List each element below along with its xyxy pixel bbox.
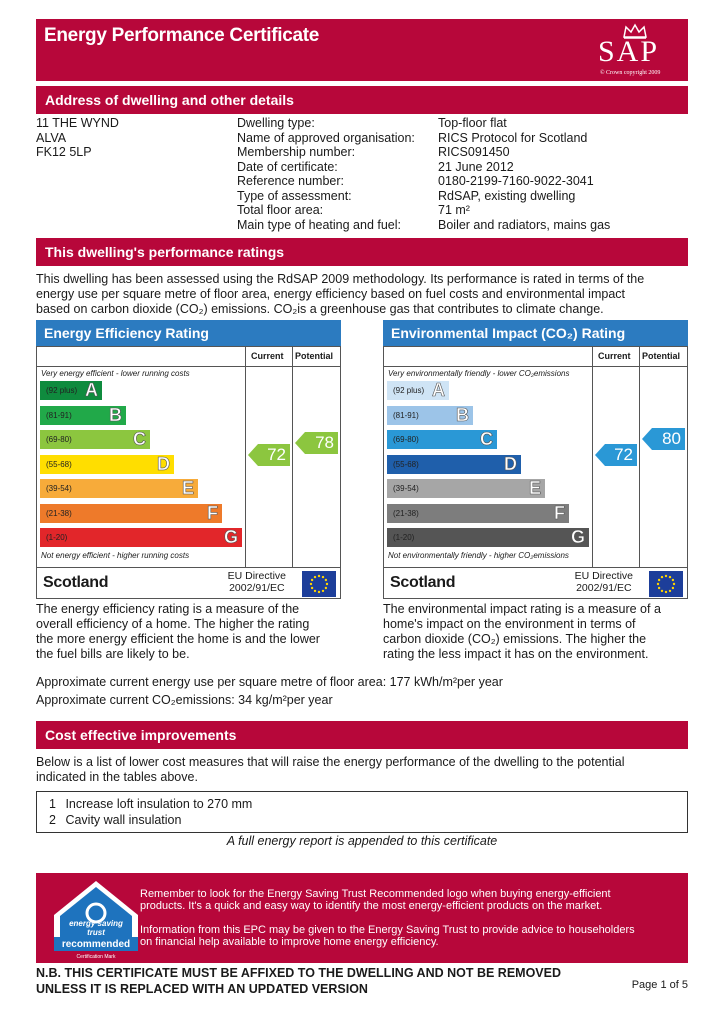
detail-value: Top-floor flat	[438, 116, 507, 130]
notice-line: UNLESS IT IS REPLACED WITH AN UPDATED VERSION	[36, 981, 368, 996]
current-rating-value: 72	[258, 444, 290, 466]
description-line: overall efficiency of a home. The higher the rating	[36, 617, 310, 631]
logo-small-text: Certification Mark	[76, 954, 116, 960]
detail-label: Total floor area:	[237, 203, 324, 217]
list-item	[49, 796, 252, 812]
logo-line: energy saving trust	[69, 919, 123, 937]
est-line: products. It's a quick and easy way to identify the most energy-efficient products on the market.	[140, 900, 603, 912]
current-rating-arrow	[248, 444, 290, 466]
detail-label: Main type of heating and fuel:	[237, 217, 402, 232]
est-paragraph	[140, 888, 680, 912]
rating-band-f	[387, 504, 569, 523]
list-item	[49, 812, 181, 828]
rating-band-b	[387, 406, 473, 425]
eu-directive	[575, 570, 633, 594]
arrow-tip	[642, 428, 652, 450]
approx-energy-use: Approximate current energy use per square metre of floor area: 177 kWh/m²per year	[36, 675, 503, 689]
rating-band-f	[40, 504, 222, 523]
cost-intro	[36, 755, 625, 785]
affix-notice	[36, 966, 561, 997]
appendix-note: A full energy report is appended to this certificate	[226, 834, 498, 848]
est-paragraph	[140, 924, 680, 948]
band-range: (92 plus)	[46, 386, 78, 395]
environmental-impact-description	[383, 602, 688, 662]
certificate-title: Energy Performance Certificate	[44, 25, 320, 46]
current-column-header: Current	[251, 351, 284, 361]
detail-value: RICS Protocol for Scotland	[438, 130, 588, 145]
cost-section-header	[36, 721, 688, 749]
band-letter: A	[85, 380, 98, 400]
rating-band-g	[387, 528, 589, 547]
address-line: ALVA	[36, 130, 67, 145]
country-label: Scotland	[43, 574, 109, 591]
description-line: the fuel bills are likely to be.	[36, 647, 190, 661]
performance-section-header	[36, 238, 688, 266]
band-letter: G	[223, 527, 238, 547]
potential-rating-value: 78	[305, 432, 338, 454]
potential-column-header: Potential	[295, 351, 334, 361]
description-line: the more energy efficient the home is and the lower	[36, 632, 320, 646]
item-number: 2	[49, 813, 56, 827]
performance-intro	[36, 272, 688, 317]
band-letter: E	[528, 478, 541, 498]
est-line: on financial help available to improve home energy efficiency.	[140, 936, 439, 948]
est-line: Information from this EPC may be given to the Energy Saving Trust to provide advice to householders	[140, 924, 635, 936]
band-letter: B	[109, 404, 122, 425]
description-line: home's impact on the environment in terms of	[383, 617, 636, 631]
band-letter: D	[504, 453, 517, 474]
logo-line: recommended	[61, 939, 131, 950]
detail-label: Membership number:	[237, 145, 356, 159]
detail-label: Type of assessment:	[237, 188, 352, 203]
description-line: The environmental impact rating is a measure of a	[383, 602, 661, 616]
header-divider	[37, 366, 340, 367]
detail-value: 0180-2199-7160-9022-3041	[438, 174, 594, 188]
band-letter: E	[181, 478, 194, 498]
address-line: FK12 5LP	[36, 145, 92, 159]
page-number: Page 1 of 5	[631, 979, 688, 991]
band-range: (55-68)	[393, 459, 419, 469]
arrow-tip	[595, 444, 605, 466]
arrow-tip	[248, 444, 258, 466]
environmental-impact-title: Environmental Impact (CO₂) Rating	[383, 320, 688, 346]
address-line: 11 THE WYND	[36, 116, 119, 130]
detail-value: RICS091450	[438, 145, 510, 159]
column-divider	[292, 347, 293, 567]
est-line: Remember to look for the Energy Saving Trust Recommended logo when buying energy-efficient	[140, 888, 611, 900]
band-range: (81-91)	[393, 410, 419, 420]
current-column-header: Current	[598, 351, 631, 361]
band-letter: G	[570, 527, 585, 547]
detail-label: Name of approved organisation:	[237, 130, 415, 145]
intro-line: Below is a list of lower cost measures that will raise the energy performance of the dwelling to the potential	[36, 755, 625, 769]
eu-directive-line: 2002/91/EC	[229, 582, 285, 594]
cost-section-title: Cost effective improvements	[45, 727, 237, 743]
band-letter: C	[133, 429, 146, 449]
band-letter: A	[432, 380, 445, 400]
description-line: carbon dioxide (CO₂) emissions. The higher the	[383, 632, 647, 646]
current-rating-arrow	[595, 444, 637, 466]
band-range: (1-20)	[46, 533, 68, 542]
column-divider	[245, 347, 246, 567]
energy-efficiency-description	[36, 602, 346, 662]
country-label: Scotland	[390, 574, 456, 591]
eu-directive	[228, 570, 286, 594]
energy-efficiency-title: Energy Efficiency Rating	[36, 320, 341, 346]
band-letter: F	[554, 502, 565, 523]
rating-band-d	[40, 455, 174, 474]
column-divider	[592, 347, 593, 567]
eu-directive-line: EU Directive	[227, 570, 286, 582]
column-divider	[639, 347, 640, 567]
band-letter: F	[207, 502, 218, 523]
band-range: (21-38)	[393, 508, 419, 518]
rating-band-d	[387, 455, 521, 474]
description-line: rating the less impact it has on the environment.	[383, 647, 649, 661]
potential-rating-arrow	[642, 428, 685, 450]
rating-band-a	[387, 381, 449, 400]
sap-logo	[594, 23, 674, 77]
band-range: (1-20)	[393, 533, 415, 542]
eu-directive-line: EU Directive	[574, 570, 633, 582]
intro-line: based on carbon dioxide (CO₂) emissions. CO₂is a greenhouse gas that contributes to climate change.	[36, 302, 604, 316]
detail-label: Date of certificate:	[237, 159, 338, 174]
detail-values	[438, 116, 610, 232]
top-note: Very energy efficient - lower running costs	[41, 369, 190, 378]
top-note: Very environmentally friendly - lower CO₂emissions	[388, 369, 570, 378]
potential-rating-arrow	[295, 432, 338, 454]
address-section-title: Address of dwelling and other details	[45, 92, 294, 108]
band-range: (21-38)	[46, 508, 72, 518]
address-block	[36, 116, 119, 160]
detail-label: Reference number:	[237, 174, 345, 188]
rating-band-c	[387, 430, 497, 449]
address-section-header	[36, 86, 688, 114]
energy-efficiency-chart	[36, 346, 341, 599]
intro-line: indicated in the tables above.	[36, 770, 198, 784]
certificate-header	[36, 19, 688, 81]
band-range: (39-54)	[393, 484, 419, 493]
rating-band-g	[40, 528, 242, 547]
energy-saving-trust-panel	[36, 873, 688, 963]
detail-value: Boiler and radiators, mains gas	[438, 217, 611, 232]
improvements-list	[36, 791, 688, 833]
intro-line: This dwelling has been assessed using the RdSAP 2009 methodology. Its performance is rated in terms of the	[36, 272, 645, 286]
rating-band-a	[40, 381, 102, 400]
approx-co2-emissions: Approximate current CO₂emissions: 34 kg/m²per year	[36, 693, 333, 707]
item-text: Cavity wall insulation	[65, 813, 182, 827]
detail-value: 21 June 2012	[438, 159, 514, 174]
band-range: (81-91)	[46, 410, 72, 420]
environmental-impact-chart	[383, 346, 688, 599]
rating-band-e	[387, 479, 545, 498]
rating-band-e	[40, 479, 198, 498]
sap-copyright: © Crown copyright 2009	[600, 70, 661, 76]
band-range: (55-68)	[46, 459, 72, 469]
approximations	[36, 673, 503, 709]
current-rating-value: 72	[605, 444, 637, 466]
performance-section-title: This dwelling's performance ratings	[45, 244, 285, 260]
rating-band-b	[40, 406, 126, 425]
bottom-note: Not energy efficient - higher running costs	[41, 551, 190, 560]
energy-saving-trust-logo	[48, 879, 144, 959]
header-divider	[384, 366, 687, 367]
intro-line: energy use per square metre of floor area, energy efficiency based on fuel costs and environmental impact	[36, 287, 625, 301]
rating-band-c	[40, 430, 150, 449]
band-range: (69-80)	[393, 435, 419, 444]
band-letter: D	[157, 453, 170, 474]
band-range: (69-80)	[46, 435, 72, 444]
potential-column-header: Potential	[642, 351, 681, 361]
potential-rating-value: 80	[652, 428, 685, 450]
band-range: (92 plus)	[393, 386, 425, 395]
chart-footer	[384, 567, 687, 600]
band-letter: B	[456, 404, 469, 425]
detail-value: RdSAP, existing dwelling	[438, 188, 576, 203]
item-number: 1	[49, 797, 56, 811]
sap-logo-text: SAP	[598, 35, 660, 68]
eu-directive-line: 2002/91/EC	[576, 582, 632, 594]
notice-line: N.B. THIS CERTIFICATE MUST BE AFFIXED TO THE DWELLING AND NOT BE REMOVED	[36, 966, 561, 980]
detail-label: Dwelling type:	[237, 116, 315, 130]
arrow-tip	[295, 432, 305, 454]
chart-footer	[37, 567, 340, 600]
detail-labels	[237, 116, 415, 232]
band-letter: C	[480, 429, 493, 449]
eu-flag-icon	[302, 571, 336, 597]
detail-value: 71 m²	[438, 203, 470, 217]
item-text: Increase loft insulation to 270 mm	[65, 797, 253, 811]
description-line: The energy efficiency rating is a measure of the	[36, 602, 300, 616]
bottom-note: Not environmentally friendly - higher CO₂emissions	[388, 551, 569, 560]
eu-flag-icon	[649, 571, 683, 597]
band-range: (39-54)	[46, 484, 72, 493]
